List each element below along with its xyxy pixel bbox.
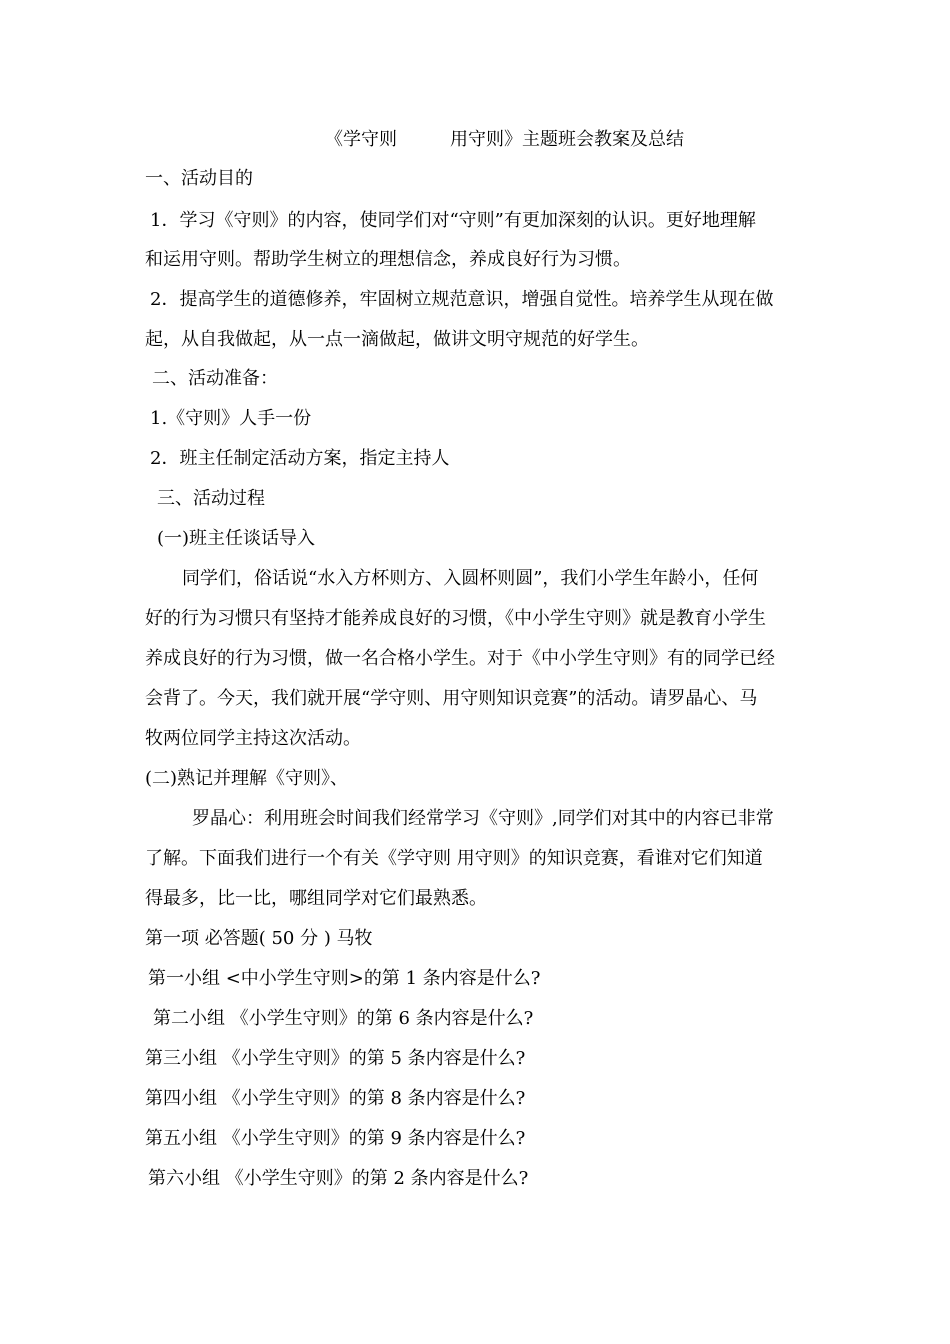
title-part-2: 用守则》主题班会教案及总结	[450, 129, 684, 150]
title-part-1: 《学守则	[325, 129, 397, 150]
p1-line1: 同学们，俗话说“水入方杯则方、入圆杯则圆”，我们小学生年龄小，任何	[182, 568, 759, 589]
question-2: 第二小组 《小学生守则》的第 6 条内容是什么?	[153, 1008, 534, 1029]
s2-item1: 1.《守则》人手一份	[150, 408, 312, 429]
p1-line2: 好的行为习惯只有坚持才能养成良好的习惯，《中小学生守则》就是教育小学生	[145, 608, 766, 629]
question-3: 第三小组 《小学生守则》的第 5 条内容是什么?	[145, 1048, 526, 1069]
p1-line5: 牧两位同学主持这次活动。	[145, 728, 361, 749]
section-3-heading: 三、活动过程	[157, 488, 265, 509]
question-5: 第五小组 《小学生守则》的第 9 条内容是什么?	[145, 1128, 526, 1149]
p2-line2: 了解。下面我们进行一个有关《学守则 用守则》的知识竞赛，看谁对它们知道	[145, 848, 763, 869]
p1-line4: 会背了。今天，我们就开展“学守则、用守则知识竞赛”的活动。请罗晶心、马	[145, 688, 758, 709]
question-section-heading: 第一项 必答题( 50 分 ) 马牧	[145, 928, 373, 949]
question-1: 第一小组 <中小学生守则>的第 1 条内容是什么?	[148, 968, 541, 989]
p1-line3: 养成良好的行为习惯，做一名合格小学生。对于《中小学生守则》有的同学已经	[145, 648, 775, 669]
p2-line3: 得最多，比一比，哪组同学对它们最熟悉。	[145, 888, 487, 909]
s1-item1-line2: 和运用守则。帮助学生树立的理想信念，养成良好行为习惯。	[145, 249, 631, 270]
subsection-2-heading: (二)熟记并理解《守则》、	[145, 768, 349, 789]
section-2-heading: 二、活动准备：	[152, 368, 278, 389]
section-1-heading: 一、活动目的	[145, 168, 253, 189]
s1-item2-line1: 2．提高学生的道德修养，牢固树立规范意识，增强自觉性。培养学生从现在做	[150, 289, 774, 310]
question-4: 第四小组 《小学生守则》的第 8 条内容是什么?	[145, 1088, 526, 1109]
p2-line1: 罗晶心：利用班会时间我们经常学习《守则》,同学们对其中的内容已非常	[192, 808, 774, 829]
s1-item1-line1: 1．学习《守则》的内容，使同学们对“守则”有更加深刻的认识。更好地理解	[150, 210, 756, 231]
s2-item2: 2．班主任制定活动方案，指定主持人	[150, 448, 450, 469]
subsection-1-heading: (一)班主任谈话导入	[157, 528, 316, 549]
s1-item2-line2: 起，从自我做起，从一点一滴做起，做讲文明守规范的好学生。	[145, 329, 649, 350]
question-6: 第六小组 《小学生守则》的第 2 条内容是什么?	[148, 1168, 529, 1189]
